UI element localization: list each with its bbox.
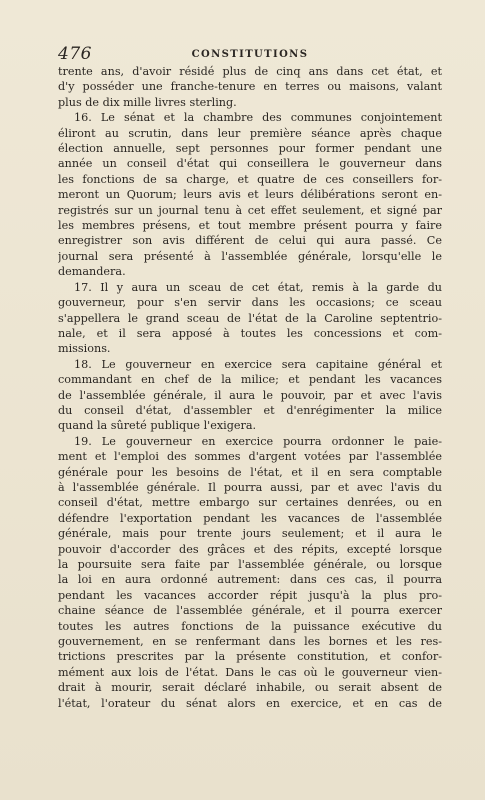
running-head: CONSTITUTIONS — [191, 49, 309, 60]
text-line: drait à mourir, serait déclaré inhabile, ou serait absent de — [58, 681, 442, 695]
text-line: enregistrer son avis différent de celui qui aura passé. Ce — [58, 234, 442, 248]
text-line: 17. Il y aura un sceau de cet état, remis à la garde du — [74, 280, 442, 294]
text-line: s'appellera le grand sceau de l'état de la Caroline septentrio- — [58, 311, 442, 325]
text-line: 19. Le gouverneur en exercice pourra ordonner le paie- — [74, 434, 442, 448]
text-line: la poursuite sera faite par l'assemblée générale, ou lorsque — [58, 558, 442, 571]
text-line: mément aux lois de l'état. Dans le cas où le gouverneur vien- — [58, 665, 442, 679]
text-line: générale pour les besoins de l'état, et il en sera comptable — [58, 465, 442, 479]
text-line: pouvoir d'accorder des grâces et des répits, excepté lorsque — [58, 542, 442, 556]
text-line: les membres présens, et tout membre présent pourra y faire — [58, 219, 442, 233]
text-line: générale, mais pour trente jours seulement; et il aura le — [58, 527, 442, 541]
text-line: de l'assemblée générale, il aura le pouvoir, par et avec l'avis — [58, 388, 442, 402]
text-line: plus de dix mille livres sterling. — [58, 95, 237, 109]
text-line: demandera. — [58, 265, 126, 279]
text-line: du conseil d'état, d'assembler et d'enrégimenter la milice — [58, 403, 442, 417]
text-line: trictions prescrites par la présente constitution, et confor- — [58, 650, 442, 664]
text-line: missions. — [58, 342, 111, 356]
text-line: ment et l'emploi des sommes d'argent votées par l'assemblée — [58, 450, 442, 464]
text-line: d'y posséder une franche-tenure en terres ou maisons, valant — [58, 80, 442, 94]
text-line: gouverneur, pour s'en servir dans les occasions; ce sceau — [58, 296, 442, 310]
text-line: la loi en aura ordonné autrement: dans ces cas, il pourra — [58, 573, 442, 587]
page-number: 476 — [58, 44, 92, 64]
text-line: 16. Le sénat et la chambre des communes conjointement — [74, 111, 442, 125]
text-line: 18. Le gouverneur en exercice sera capitaine général et — [74, 357, 442, 371]
text-line: conseil d'état, mettre embargo sur certaines denrées, ou en — [58, 496, 442, 510]
text-line: nale, et il sera apposé à toutes les concessions et com- — [58, 326, 442, 340]
text-line: l'état, l'orateur du sénat alors en exercice, et en cas de — [58, 696, 442, 710]
text-line: registrés sur un journal tenu à cet effet seulement, et signé par — [58, 203, 442, 217]
text-line: chaine séance de l'assemblée générale, et il pourra exercer — [58, 604, 442, 618]
text-line: élection annuelle, sept personnes pour former pendant une — [58, 142, 442, 156]
text-line: année un conseil d'état qui conseillera le gouverneur dans — [58, 157, 442, 171]
text-line: quand la sûreté publique l'exigera. — [58, 419, 257, 433]
text-line: journal sera présenté à l'assemblée générale, lorsqu'elle le — [58, 249, 442, 263]
text-line: les fonctions de sa charge, et quatre de ces conseillers for- — [58, 172, 442, 186]
body-text — [58, 64, 442, 711]
text-line: pendant les vacances accorder répit jusqu'à la plus pro- — [58, 588, 442, 602]
text-line: défendre l'exportation pendant les vacances de l'assemblée — [58, 511, 442, 525]
text-line: toutes les autres fonctions de la puissance exécutive du — [58, 619, 442, 633]
text-line: gouvernement, en se renfermant dans les bornes et les res- — [58, 635, 442, 649]
text-line: éliront au scrutin, dans leur première séance après chaque — [58, 126, 442, 140]
text-line: à l'assemblée générale. Il pourra aussi, par et avec l'avis du — [58, 480, 442, 494]
text-line: commandant en chef de la milice; et pendant les vacances — [58, 373, 442, 387]
text-line: trente ans, d'avoir résidé plus de cinq ans dans cet état, et — [58, 65, 442, 78]
page-header — [58, 44, 442, 66]
text-line: meront un Quorum; leurs avis et leurs délibérations seront en- — [58, 188, 442, 202]
